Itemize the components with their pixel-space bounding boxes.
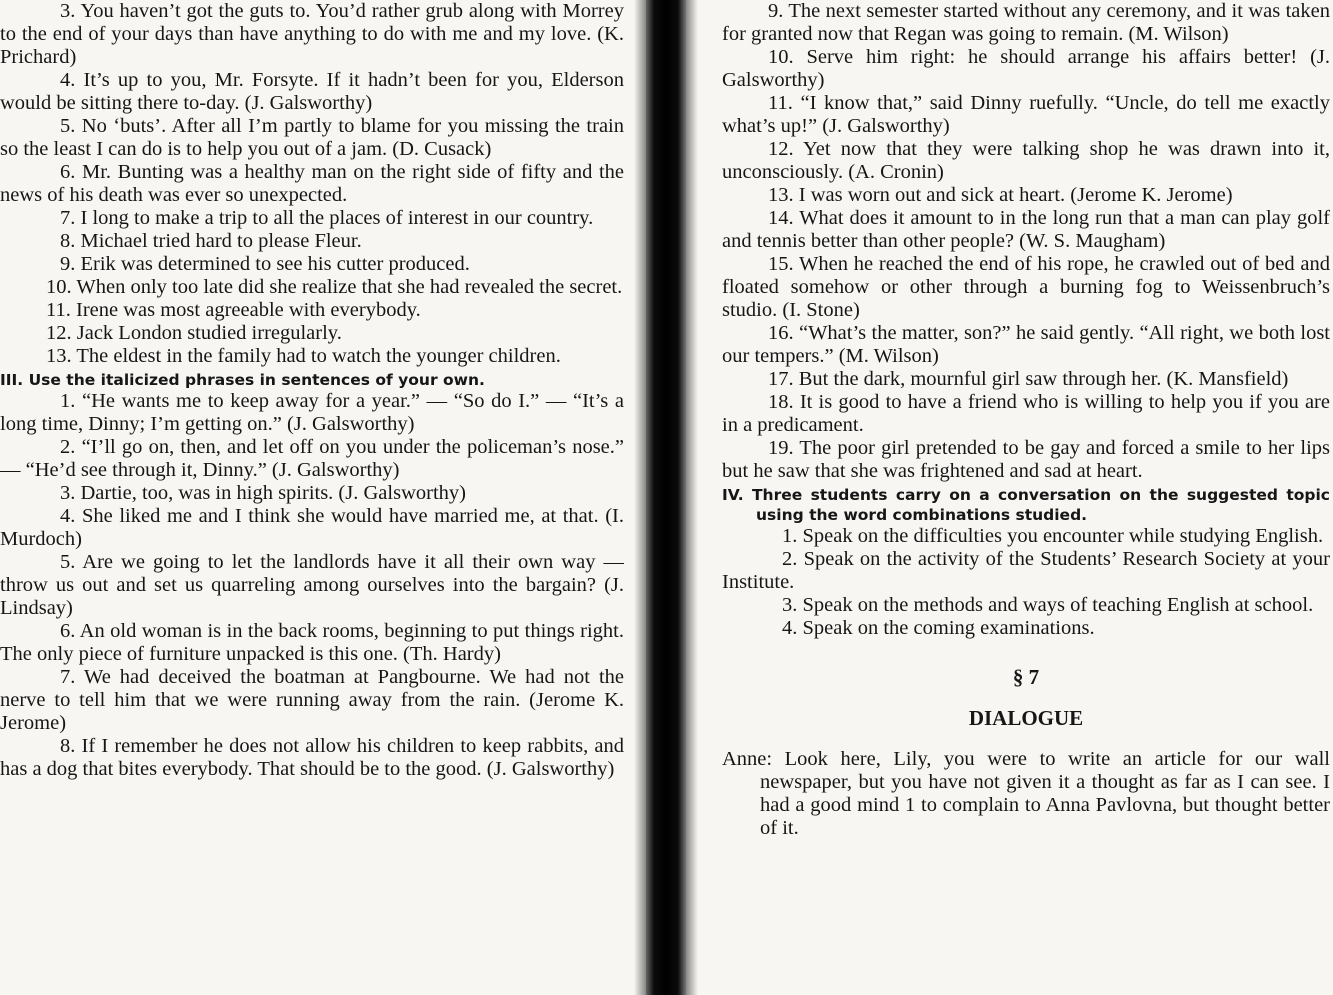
exercise-item: 13. I was worn out and sick at heart. (Jerome K. Jerome) bbox=[768, 184, 1233, 206]
sentence-item: 3. Dartie, too, was in high spirits. (J. Galsworthy) bbox=[60, 482, 466, 504]
sentence-item: 5. Are we going to let the landlords have it all their own way — throw us out and set us quarreling among ourselves into the bargain? (J. Lindsay) bbox=[0, 551, 624, 619]
exercise-item: 10. Serve him right: he should arrange his affairs better! (J. Galsworthy) bbox=[722, 46, 1330, 91]
exercise-item: 16. “What’s the matter, son?” he said gently. “All right, we both lost our tempers.” (M. Wilson) bbox=[722, 322, 1330, 367]
sentence-item: 7. We had deceived the boatman at Pangbourne. We had not the nerve to tell him that we were running away from the rain. (Jerome K. Jerome) bbox=[0, 666, 624, 734]
topic-item: 3. Speak on the methods and ways of teaching English at school. bbox=[782, 594, 1314, 616]
dialogue-line: Anne: Look here, Lily, you were to write an article for our wall newspaper, but you have not given it a thought as far as I can see. I had a good mind 1 to complain to Anna Pavlovna, but thought better of it. bbox=[722, 748, 1330, 839]
sentence-item: 6. An old woman is in the back rooms, beginning to put things right. The only piece of furniture unpacked is this one. (Th. Hardy) bbox=[0, 620, 624, 665]
gutter-shadow-left bbox=[634, 0, 646, 995]
exercise-item: 14. What does it amount to in the long run that a man can play golf and tennis better than other people? (W. S. Maugham) bbox=[722, 207, 1330, 252]
gutter-shadow-right bbox=[686, 0, 698, 995]
exercise-item: 10. When only too late did she realize that she had revealed the secret. bbox=[46, 276, 623, 298]
topic-item: 1. Speak on the difficulties you encounter while studying English. bbox=[782, 525, 1324, 547]
exercise-item: 11. “I know that,” said Dinny ruefully. “Uncle, do tell me exactly what’s up!” (J. Galsworthy) bbox=[722, 92, 1330, 137]
exercise-item: 12. Yet now that they were talking shop he was drawn into it, unconsciously. (A. Cronin) bbox=[722, 138, 1330, 183]
exercise-item: 9. Erik was determined to see his cutter produced. bbox=[60, 253, 470, 275]
exercise-item: 18. It is good to have a friend who is willing to help you if you are in a predicament. bbox=[722, 391, 1330, 436]
exercise-item: 13. The eldest in the family had to watch the younger children. bbox=[46, 345, 561, 367]
right-page bbox=[722, 0, 1330, 995]
sentence-item: 8. If I remember he does not allow his children to keep rabbits, and has a dog that bites everybody. That should be to the good. (J. Galsworthy) bbox=[0, 735, 624, 780]
exercise-item: 8. Michael tried hard to please Fleur. bbox=[60, 230, 362, 252]
exercise-heading: III. Use the italicized phrases in sentences of your own. bbox=[0, 371, 485, 389]
exercise-heading: IV. Three students carry on a conversation on the suggested topic using the word combinations studied. bbox=[722, 486, 1330, 524]
topic-item: 4. Speak on the coming examinations. bbox=[782, 617, 1095, 639]
section-number: § 7 bbox=[1012, 665, 1040, 689]
sentence-item: 4. She liked me and I think she would have married me, at that. (I. Murdoch) bbox=[0, 505, 624, 550]
exercise-item: 19. The poor girl pretended to be gay and forced a smile to her lips but he saw that she was frightened and sad at heart. bbox=[722, 437, 1330, 482]
book-spine bbox=[646, 0, 686, 995]
sentence-item: 1. “He wants me to keep away for a year.” — “So do I.” — “It’s a long time, Dinny; I’m getting on.” (J. Galsworthy) bbox=[0, 390, 624, 435]
section-title: DIALOGUE bbox=[968, 706, 1084, 730]
exercise-item: 7. I long to make a trip to all the places of interest in our country. bbox=[60, 207, 594, 229]
left-page bbox=[0, 0, 624, 995]
exercise-item: 12. Jack London studied irregularly. bbox=[46, 322, 342, 344]
exercise-item: 5. No ‘buts’. After all I’m partly to blame for you missing the train so the least I can do is to help you out of a jam. (D. Cusack) bbox=[0, 115, 624, 160]
exercise-item: 11. Irene was most agreeable with everybody. bbox=[46, 299, 421, 321]
exercise-item: 17. But the dark, mournful girl saw through her. (K. Mansfield) bbox=[768, 368, 1289, 390]
exercise-item: 9. The next semester started without any ceremony, and it was taken for granted now that Regan was going to remain. (M. Wilson) bbox=[722, 0, 1330, 45]
exercise-item: 15. When he reached the end of his rope, he crawled out of bed and floated somehow or other through a burning fog to Weissenbruch’s studio. (I. Stone) bbox=[722, 253, 1330, 321]
exercise-item: 6. Mr. Bunting was a healthy man on the right side of fifty and the news of his death was ever so unexpected. bbox=[0, 161, 624, 206]
exercise-item: 4. It’s up to you, Mr. Forsyte. If it hadn’t been for you, Elderson would be sitting there to-day. (J. Galsworthy) bbox=[0, 69, 624, 114]
topic-item: 2. Speak on the activity of the Students’ Research Society at your Institute. bbox=[722, 548, 1330, 593]
sentence-item: 2. “I’ll go on, then, and let off on you under the policeman’s nose.” — “He’d see through it, Dinny.” (J. Galsworthy) bbox=[0, 436, 624, 481]
exercise-item: 3. You haven’t got the guts to. You’d rather grub along with Morrey to the end of your days than have anything to do with me and my love. (K. Prichard) bbox=[0, 0, 624, 68]
